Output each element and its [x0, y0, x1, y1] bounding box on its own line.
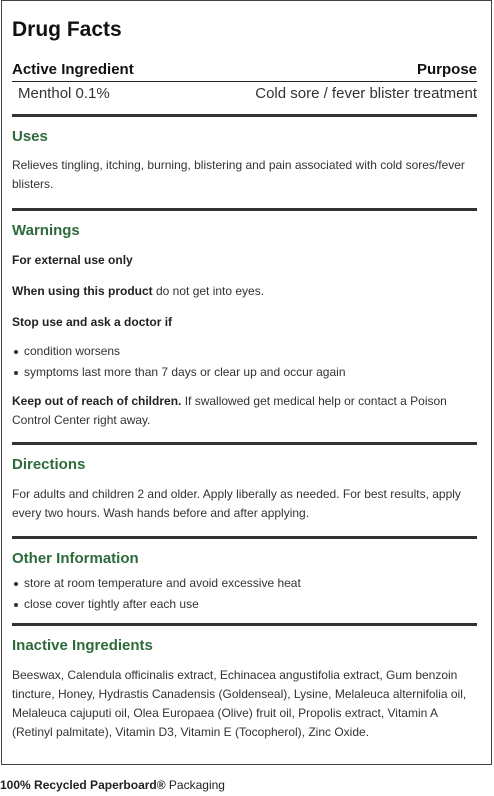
list-item: close cover tightly after each use [24, 595, 199, 614]
active-ingredient-header [12, 61, 477, 81]
active-ingredient-name: Menthol 0.1% [18, 85, 110, 102]
keep-out-label: Keep out of reach of children. [12, 394, 182, 408]
header-divider [12, 81, 477, 82]
section-divider [12, 536, 477, 539]
external-use-warning: For external use only [12, 253, 133, 267]
active-ingredient-purpose: Cold sore / fever blister treatment [255, 85, 477, 102]
section-divider [12, 623, 477, 626]
list-item: store at room temperature and avoid excessive heat [24, 574, 301, 593]
packaging-note-text: Packaging [165, 778, 225, 792]
keep-out-warning [12, 392, 477, 430]
packaging-note-bold: 100% Recycled Paperboard® [0, 778, 166, 792]
drug-facts-panel [1, 0, 492, 765]
when-using-text: do not get into eyes. [152, 284, 265, 298]
uses-heading: Uses [12, 128, 48, 145]
other-information-heading: Other Information [12, 550, 139, 567]
keep-out-text: If swallowed get medical help or contact a Poison Control Center right away. [12, 394, 447, 427]
directions-text: For adults and children 2 and older. Apply liberally as needed. For best results, apply every two hours. Wash hands before and after applying. [12, 487, 461, 520]
list-item: symptoms last more than 7 days or clear up and occur again [24, 363, 346, 382]
purpose-label: Purpose [416, 61, 477, 78]
stop-use-label: Stop use and ask a doctor if [12, 315, 173, 329]
uses-text: Relieves tingling, itching, burning, blistering and pain associated with cold sores/fever blisters. [12, 158, 465, 191]
drug-facts-title: Drug Facts [12, 18, 122, 41]
packaging-note [0, 778, 225, 792]
inactive-ingredients-heading: Inactive Ingredients [12, 637, 153, 654]
inactive-ingredients-text: Beeswax, Calendula officinalis extract, Echinacea angustifolia extract, Gum benzoin tincture, Honey, Hydrastis Canadensis (Goldenseal), Lysine, Melaleuca alternifolia oil, Melaleuca cajuputi oil, Olea Europaea (Olive) fruit oil, Propolis extract, Vitamin A (Retinyl palmitate), Vitamin D3, Vitamin E (Tocopherol), Zinc Oxide. [12, 668, 467, 739]
directions-heading: Directions [12, 456, 86, 473]
section-divider [12, 208, 477, 211]
section-divider [12, 114, 477, 117]
when-using-warning [12, 282, 477, 301]
active-ingredient-row [18, 85, 477, 105]
active-ingredient-label: Active Ingredient [12, 61, 134, 78]
list-item: condition worsens [24, 342, 120, 361]
when-using-label: When using this product [12, 284, 153, 298]
section-divider [12, 442, 477, 445]
warnings-heading: Warnings [12, 222, 80, 239]
